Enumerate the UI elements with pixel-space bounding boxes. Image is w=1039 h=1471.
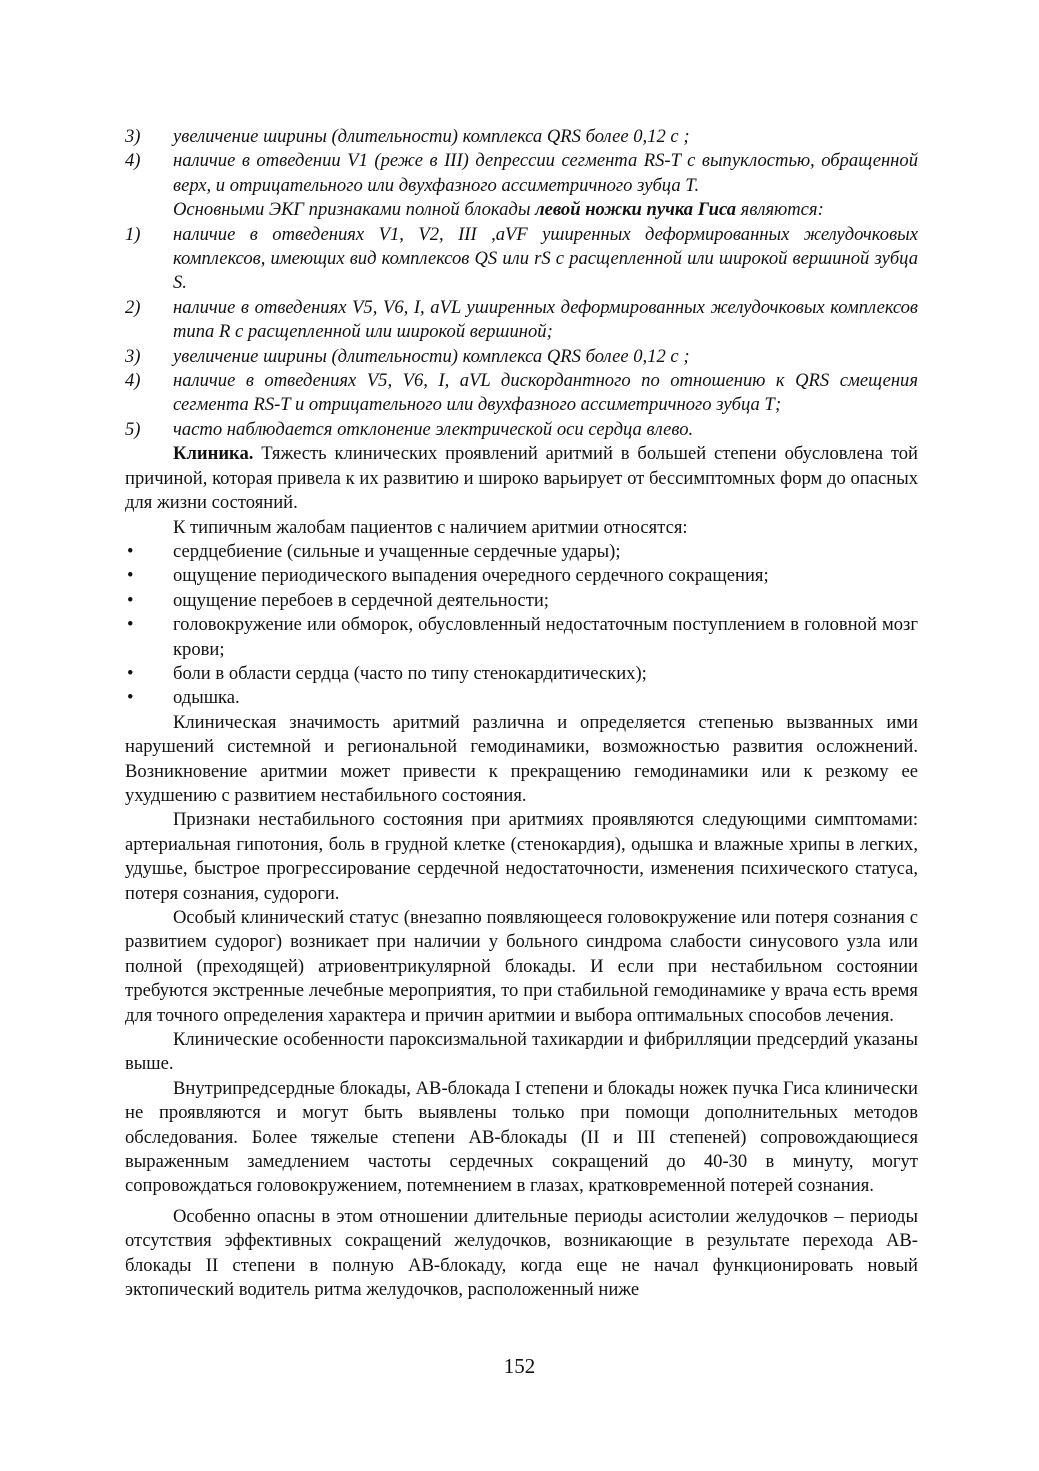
list-item [125,345,918,369]
complaints-intro: К типичным жалобам пациентов с наличием аритмии относятся: [173,516,688,538]
body-paragraph: Клинические особенности пароксизмальной тахикардии и фибрилляции предсердий указаны выше. [125,1029,918,1075]
bullet-item [125,589,918,613]
bullet-text: головокружение или обморок, обусловленный недостаточным поступлением в головной мозг крови; [173,614,918,660]
item-text: наличие в отведениях V5, V6, I, aVL уширенных деформированных желудочковых комплексов типа R с расщепленной или широкой вершиной; [173,296,918,343]
item-text: наличие в отведениях V5, V6, I, aVL дискордантного по отношению к QRS смещения сегмента RS-T и отрицательного или двухфазного ассиметричного зубца Т; [173,370,918,416]
body-paragraph: Внутрипредсердные блокады, АВ-блокада I степени и блокады ножек пучка Гиса клинически не проявляются и могут быть выявлены только при помощи дополнительных методов обследования. Более тяжелые степени АВ-блокады (II и III степеней) сопровождающиеся выраженным замедлением частоты сердечных сокращений до 40-30 в минуту, могут сопровождаться головокружением, потемнением в глазах, кратковременной потерей сознания. [125,1077,918,1197]
item-text: наличие в отведении V1 (реже в III) депрессии сегмента RS-T с выпуклостью, обращенной верх, и отрицательного или двухфазного ассиметричного зубца Т. [173,150,918,196]
item-text: часто наблюдается отклонение электрической оси сердца влево. [173,418,694,440]
item-number: 4) [125,150,141,172]
bullet-icon: • [127,540,134,562]
list-item [125,223,918,296]
bullet-icon: • [127,589,134,611]
lbbb-intro: Основными ЭКГ признаками полной блокады левой ножки пучка Гиса являются: [173,199,824,221]
item-text: наличие в отведениях V1, V2, III ,aVF уширенных деформированных желудочковых комплексов, имеющих вид комплексов QS или rS с расщепленной или широкой вершиной зубца S. [173,223,918,294]
list-item [125,369,918,418]
item-number: 1) [125,223,141,245]
list-item [125,296,918,345]
bullet-icon: • [127,662,134,684]
bullet-icon: • [127,565,134,587]
body-paragraph: Особенно опасны в этом отношении длительные периоды асистолии желудочков – периоды отсутствия эффективных сокращений желудочков, возникающие в результате перехода АВ-блокады II степени в полную АВ-блокаду, когда еще не начал функционировать новый эктопический водитель ритма желудочков, расположенный ниже [125,1205,918,1301]
item-number: 2) [125,296,141,318]
item-number: 3) [125,126,141,147]
bullet-item [125,564,918,588]
bullet-text: одышка. [173,687,240,709]
body-paragraph: Особый клинический статус (внезапно появляющееся головокружение или потеря сознания с развитием судорог) возникает при наличии у больного синдрома слабости синусового узла или полной (преходящей) атриовентрикулярной блокады. И если при нестабильном состоянии требуются экстренные лечебные мероприятия, то при стабильной гемодинамике у врача есть время для точного определения характера и причин аритмии и выбора оптимальных способов лечения. [125,907,918,1026]
list-item [125,125,918,149]
body-paragraph: Клиническая значимость аритмий различна и определяется степенью вызванных ими нарушений системной и региональной гемодинамики, возможностью развития осложнений. Возникновение аритмии может привести к прекращению гемодинамики или к резкому ее ухудшению с развитием нестабильного состояния. [125,711,918,806]
item-text: увеличение ширины (длительности) комплекса QRS более 0,12 с ; [173,345,690,367]
clinic-heading: Клиника. [173,443,254,465]
clinic-paragraph: Клиника. Тяжесть клинических проявлений аритмий в большей степени обусловлена той причиной, которая привела к их развитию и широко варьирует от бессимптомных форм до опасных для жизни состояний. [125,443,918,514]
body-paragraph: Признаки нестабильного состояния при аритмиях проявляются следующими симптомами: артериальная гипотония, боль в грудной клетке (стенокардия), одышка и влажные хрипы в легких, удушье, быстрое прогрессирование сердечной недостаточности, изменения психического статуса, потеря сознания, судороги. [125,809,918,904]
bullet-item [125,662,918,686]
list-item [125,418,918,442]
bullet-item [125,540,918,564]
bullet-text: сердцебиение (сильные и учащенные сердечные удары); [173,540,621,562]
bullet-icon: • [127,614,134,636]
bullet-text: боли в области сердца (часто по типу стенокардитических); [173,662,647,684]
bullet-icon: • [127,687,134,709]
item-text: увеличение ширины (длительности) комплекса QRS более 0,12 с ; [173,126,690,147]
bullet-text: ощущение перебоев в сердечной деятельности; [173,589,549,611]
item-number: 4) [125,370,141,392]
page-body [125,125,918,1303]
bullet-item [125,686,918,710]
item-number: 3) [125,345,141,367]
bullet-text: ощущение периодического выпадения очередного сердечного сокращения; [173,565,769,587]
list-item [125,149,918,198]
item-number: 5) [125,418,141,440]
page-number: 152 [503,1354,536,1378]
bullet-item [125,613,918,662]
lbbb-term: левой ножки пучка Гиса [535,199,737,221]
